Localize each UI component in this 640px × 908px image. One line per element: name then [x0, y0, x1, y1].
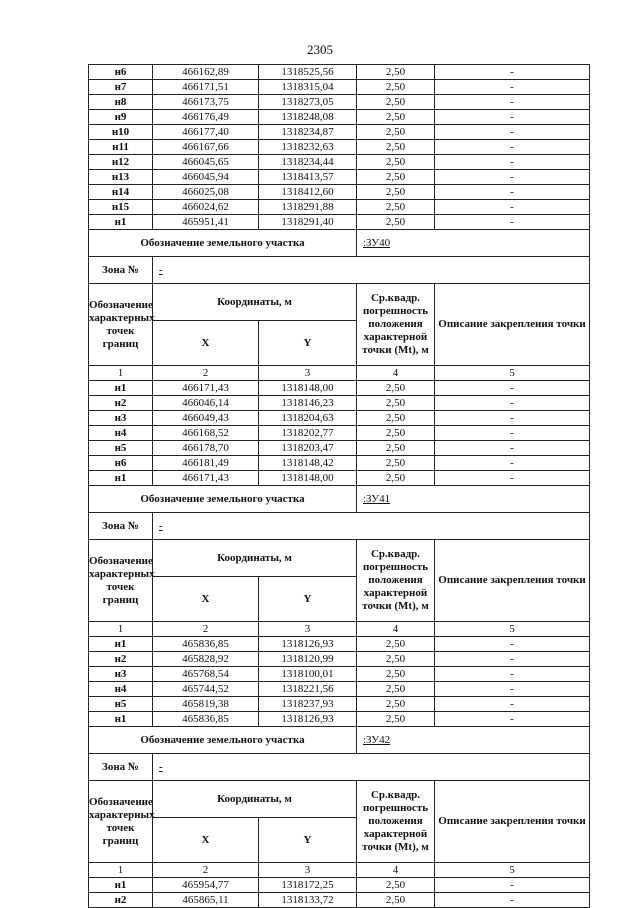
parcel-label: Обозначение земельного участка	[89, 230, 357, 257]
point-cell: н2	[89, 893, 153, 908]
accuracy-cell: 2,50	[357, 456, 435, 471]
description-cell: -	[435, 170, 590, 185]
column-numbers-row	[89, 622, 590, 637]
table-row	[89, 682, 590, 697]
description-cell: -	[435, 80, 590, 95]
table-row	[89, 471, 590, 486]
y-cell: 1318172,25	[259, 878, 357, 893]
parcel-row	[89, 230, 590, 257]
point-cell: н14	[89, 185, 153, 200]
zone-value: -	[153, 754, 590, 781]
table-row	[89, 697, 590, 712]
x-cell: 466162,89	[153, 65, 259, 80]
x-cell: 465768,54	[153, 667, 259, 682]
description-cell: -	[435, 667, 590, 682]
accuracy-cell: 2,50	[357, 200, 435, 215]
point-cell: н1	[89, 381, 153, 396]
parcel-id: :ЗУ40	[357, 230, 590, 257]
table-row	[89, 426, 590, 441]
description-cell: -	[435, 381, 590, 396]
x-cell: 465744,52	[153, 682, 259, 697]
accuracy-cell: 2,50	[357, 697, 435, 712]
accuracy-cell: 2,50	[357, 426, 435, 441]
accuracy-cell: 2,50	[357, 637, 435, 652]
y-cell: 1318291,40	[259, 215, 357, 230]
y-cell: 1318273,05	[259, 95, 357, 110]
accuracy-cell: 2,50	[357, 893, 435, 908]
col-number: 1	[89, 622, 153, 637]
zone-label: Зона №	[89, 754, 153, 781]
header-row-1	[89, 540, 590, 577]
accuracy-cell: 2,50	[357, 140, 435, 155]
point-cell: н8	[89, 95, 153, 110]
header-coordinates: Координаты, м	[153, 284, 357, 321]
col-number: 2	[153, 863, 259, 878]
table-row	[89, 411, 590, 426]
description-cell: -	[435, 411, 590, 426]
col-number: 1	[89, 863, 153, 878]
point-cell: н1	[89, 215, 153, 230]
table-row	[89, 95, 590, 110]
zone-row	[89, 513, 590, 540]
accuracy-cell: 2,50	[357, 652, 435, 667]
description-cell: -	[435, 155, 590, 170]
point-cell: н1	[89, 471, 153, 486]
y-cell: 1318100,01	[259, 667, 357, 682]
description-cell: -	[435, 200, 590, 215]
x-cell: 466025,08	[153, 185, 259, 200]
description-cell: -	[435, 697, 590, 712]
table-row	[89, 80, 590, 95]
header-description: Описание закрепления точки	[435, 540, 590, 622]
y-cell: 1318291,88	[259, 200, 357, 215]
accuracy-cell: 2,50	[357, 712, 435, 727]
x-cell: 466177,40	[153, 125, 259, 140]
x-cell: 466168,52	[153, 426, 259, 441]
x-cell: 466024,62	[153, 200, 259, 215]
accuracy-cell: 2,50	[357, 185, 435, 200]
x-cell: 465819,38	[153, 697, 259, 712]
y-cell: 1318133,72	[259, 893, 357, 908]
y-cell: 1318412,60	[259, 185, 357, 200]
table-row	[89, 215, 590, 230]
accuracy-cell: 2,50	[357, 667, 435, 682]
description-cell: -	[435, 65, 590, 80]
x-cell: 465828,92	[153, 652, 259, 667]
point-cell: н12	[89, 155, 153, 170]
table-row	[89, 381, 590, 396]
table-row	[89, 155, 590, 170]
y-cell: 1318203,47	[259, 441, 357, 456]
y-cell: 1318148,00	[259, 471, 357, 486]
parcel-label: Обозначение земельного участка	[89, 727, 357, 754]
accuracy-cell: 2,50	[357, 170, 435, 185]
y-cell: 1318204,63	[259, 411, 357, 426]
accuracy-cell: 2,50	[357, 80, 435, 95]
x-cell: 466045,65	[153, 155, 259, 170]
header-coordinates: Координаты, м	[153, 781, 357, 818]
parcel-label: Обозначение земельного участка	[89, 486, 357, 513]
point-cell: н6	[89, 456, 153, 471]
table-row	[89, 396, 590, 411]
x-cell: 465836,85	[153, 637, 259, 652]
col-number: 4	[357, 622, 435, 637]
description-cell: -	[435, 110, 590, 125]
accuracy-cell: 2,50	[357, 215, 435, 230]
y-cell: 1318120,99	[259, 652, 357, 667]
table-row	[89, 170, 590, 185]
x-cell: 466046,14	[153, 396, 259, 411]
column-numbers-row	[89, 863, 590, 878]
table-row	[89, 125, 590, 140]
table-row	[89, 140, 590, 155]
point-cell: н5	[89, 441, 153, 456]
header-description: Описание закрепления точки	[435, 781, 590, 863]
table-row	[89, 637, 590, 652]
x-cell: 466171,43	[153, 381, 259, 396]
x-cell: 466045,94	[153, 170, 259, 185]
table-row	[89, 200, 590, 215]
point-cell: н4	[89, 682, 153, 697]
x-cell: 466171,43	[153, 471, 259, 486]
accuracy-cell: 2,50	[357, 441, 435, 456]
header-point-designation: Обозначение характерных точек границ	[89, 781, 153, 863]
description-cell: -	[435, 712, 590, 727]
description-cell: -	[435, 215, 590, 230]
column-numbers-row	[89, 366, 590, 381]
table-row	[89, 667, 590, 682]
accuracy-cell: 2,50	[357, 396, 435, 411]
zone-row	[89, 754, 590, 781]
description-cell: -	[435, 426, 590, 441]
zone-row	[89, 257, 590, 284]
description-cell: -	[435, 652, 590, 667]
point-cell: н9	[89, 110, 153, 125]
header-x: X	[153, 321, 259, 366]
parcel-row	[89, 486, 590, 513]
y-cell: 1318148,00	[259, 381, 357, 396]
y-cell: 1318237,93	[259, 697, 357, 712]
y-cell: 1318234,87	[259, 125, 357, 140]
header-point-designation: Обозначение характерных точек границ	[89, 540, 153, 622]
y-cell: 1318126,93	[259, 637, 357, 652]
accuracy-cell: 2,50	[357, 125, 435, 140]
header-row-1	[89, 284, 590, 321]
x-cell: 466173,75	[153, 95, 259, 110]
x-cell: 465954,77	[153, 878, 259, 893]
x-cell: 465951,41	[153, 215, 259, 230]
parcel-id: :ЗУ41	[357, 486, 590, 513]
header-accuracy: Ср.квадр. погрешность положения характерной точки (Mt), м	[357, 540, 435, 622]
header-accuracy: Ср.квадр. погрешность положения характерной точки (Mt), м	[357, 284, 435, 366]
zone-label: Зона №	[89, 257, 153, 284]
y-cell: 1318234,44	[259, 155, 357, 170]
coordinates-table	[88, 64, 590, 908]
zone-value: -	[153, 257, 590, 284]
description-cell: -	[435, 441, 590, 456]
header-y: Y	[259, 818, 357, 863]
col-number: 1	[89, 366, 153, 381]
point-cell: н1	[89, 637, 153, 652]
col-number: 2	[153, 622, 259, 637]
header-row-1	[89, 781, 590, 818]
col-number: 5	[435, 366, 590, 381]
point-cell: н1	[89, 712, 153, 727]
y-cell: 1318148,42	[259, 456, 357, 471]
x-cell: 465836,85	[153, 712, 259, 727]
x-cell: 466176,49	[153, 110, 259, 125]
y-cell: 1318315,04	[259, 80, 357, 95]
y-cell: 1318413,57	[259, 170, 357, 185]
x-cell: 466178,70	[153, 441, 259, 456]
header-y: Y	[259, 321, 357, 366]
y-cell: 1318232,63	[259, 140, 357, 155]
x-cell: 466167,66	[153, 140, 259, 155]
point-cell: н2	[89, 652, 153, 667]
col-number: 5	[435, 863, 590, 878]
accuracy-cell: 2,50	[357, 878, 435, 893]
page-number: 2305	[307, 42, 333, 57]
y-cell: 1318221,56	[259, 682, 357, 697]
header-x: X	[153, 577, 259, 622]
y-cell: 1318146,23	[259, 396, 357, 411]
point-cell: н3	[89, 411, 153, 426]
col-number: 3	[259, 366, 357, 381]
point-cell: н7	[89, 80, 153, 95]
y-cell: 1318202,77	[259, 426, 357, 441]
accuracy-cell: 2,50	[357, 155, 435, 170]
description-cell: -	[435, 396, 590, 411]
description-cell: -	[435, 682, 590, 697]
parcel-id: :ЗУ42	[357, 727, 590, 754]
point-cell: н1	[89, 878, 153, 893]
y-cell: 1318248,08	[259, 110, 357, 125]
point-cell: н6	[89, 65, 153, 80]
point-cell: н4	[89, 426, 153, 441]
table-row	[89, 652, 590, 667]
description-cell: -	[435, 471, 590, 486]
accuracy-cell: 2,50	[357, 471, 435, 486]
table-row	[89, 110, 590, 125]
table-row	[89, 65, 590, 80]
table-row	[89, 893, 590, 908]
x-cell: 466171,51	[153, 80, 259, 95]
zone-value: -	[153, 513, 590, 540]
zone-label: Зона №	[89, 513, 153, 540]
y-cell: 1318525,56	[259, 65, 357, 80]
table-row	[89, 712, 590, 727]
point-cell: н13	[89, 170, 153, 185]
header-point-designation: Обозначение характерных точек границ	[89, 284, 153, 366]
col-number: 4	[357, 366, 435, 381]
accuracy-cell: 2,50	[357, 110, 435, 125]
header-x: X	[153, 818, 259, 863]
point-cell: н5	[89, 697, 153, 712]
x-cell: 465865,11	[153, 893, 259, 908]
table-row	[89, 185, 590, 200]
description-cell: -	[435, 456, 590, 471]
x-cell: 466049,43	[153, 411, 259, 426]
description-cell: -	[435, 125, 590, 140]
description-cell: -	[435, 637, 590, 652]
description-cell: -	[435, 878, 590, 893]
table-row	[89, 456, 590, 471]
point-cell: н3	[89, 667, 153, 682]
accuracy-cell: 2,50	[357, 682, 435, 697]
description-cell: -	[435, 185, 590, 200]
header-description: Описание закрепления точки	[435, 284, 590, 366]
point-cell: н11	[89, 140, 153, 155]
point-cell: н15	[89, 200, 153, 215]
col-number: 3	[259, 863, 357, 878]
table-row	[89, 878, 590, 893]
point-cell: н2	[89, 396, 153, 411]
accuracy-cell: 2,50	[357, 95, 435, 110]
accuracy-cell: 2,50	[357, 411, 435, 426]
accuracy-cell: 2,50	[357, 381, 435, 396]
header-coordinates: Координаты, м	[153, 540, 357, 577]
col-number: 4	[357, 863, 435, 878]
header-accuracy: Ср.квадр. погрешность положения характерной точки (Mt), м	[357, 781, 435, 863]
table-row	[89, 441, 590, 456]
description-cell: -	[435, 95, 590, 110]
point-cell: н10	[89, 125, 153, 140]
accuracy-cell: 2,50	[357, 65, 435, 80]
col-number: 5	[435, 622, 590, 637]
y-cell: 1318126,93	[259, 712, 357, 727]
col-number: 3	[259, 622, 357, 637]
parcel-row	[89, 727, 590, 754]
x-cell: 466181,49	[153, 456, 259, 471]
col-number: 2	[153, 366, 259, 381]
description-cell: -	[435, 893, 590, 908]
header-y: Y	[259, 577, 357, 622]
description-cell: -	[435, 140, 590, 155]
